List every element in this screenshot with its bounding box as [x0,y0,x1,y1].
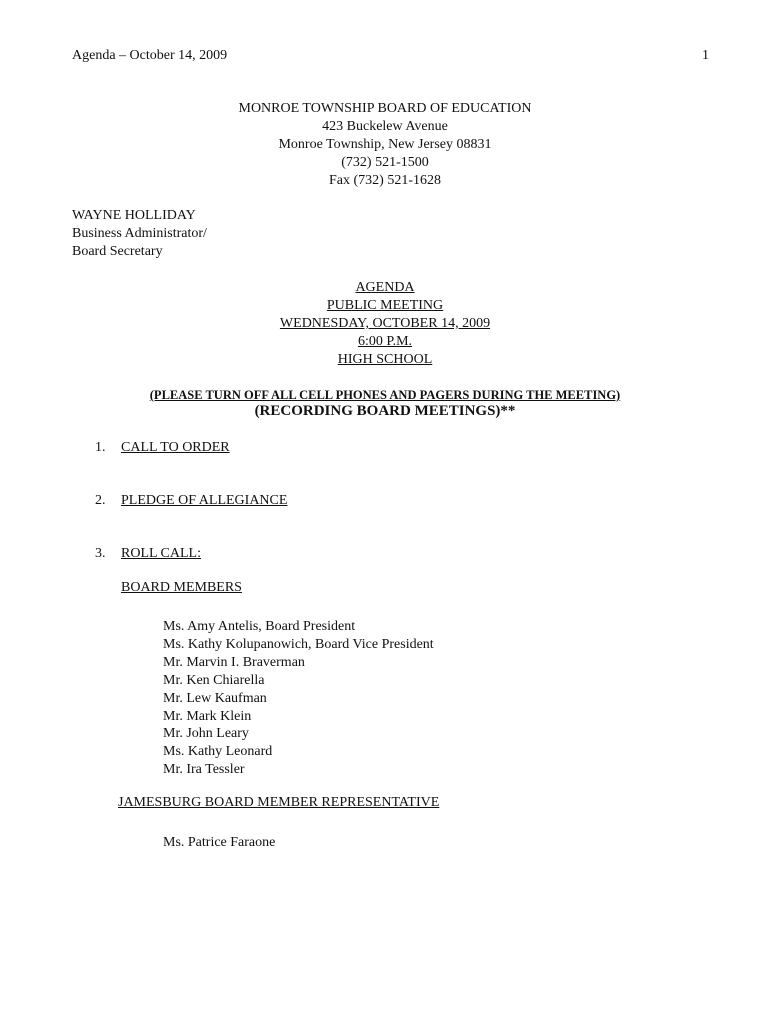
agenda-item-label: CALL TO ORDER [121,440,230,455]
list-item: Ms. Amy Antelis, Board President [163,619,356,634]
address-line-2: Monroe Township, New Jersey 08831 [278,137,492,152]
jamesburg-representative: Ms. Patrice Faraone [163,835,276,850]
phone-number: (732) 521-1500 [341,155,429,170]
meeting-location: HIGH SCHOOL [337,352,433,367]
address-line-1: 423 Buckelew Avenue [322,119,448,134]
header-date: Agenda – October 14, 2009 [72,48,228,63]
agenda-item-label: ROLL CALL: [121,546,201,561]
agenda-item-number: 1. [95,440,106,455]
agenda-item-number: 2. [95,493,106,508]
agenda-item-label: PLEDGE OF ALLEGIANCE [121,493,288,508]
list-item: Mr. Mark Klein [163,708,252,724]
jamesburg-heading: JAMESBURG BOARD MEMBER REPRESENTATIVE [118,795,440,810]
agenda-item-number: 3. [95,546,106,561]
board-members-heading: BOARD MEMBERS [121,580,242,595]
administrator-title-1: Business Administrator/ [72,226,207,241]
list-item: Mr. Marvin I. Braverman [163,654,305,670]
list-item: Mr. John Leary [163,726,249,742]
board-member-list [163,618,434,779]
meeting-time: 6:00 P.M. [357,334,413,349]
org-name: MONROE TOWNSHIP BOARD OF EDUCATION [238,101,532,116]
recording-notice: (RECORDING BOARD MEETINGS)** [254,403,516,419]
meeting-date: WEDNESDAY, OCTOBER 14, 2009 [279,316,491,331]
fax-number: Fax (732) 521-1628 [329,173,441,188]
list-item: Mr. Ira Tessler [163,762,245,778]
list-item: Ms. Kathy Leonard [163,744,273,760]
administrator-name: WAYNE HOLLIDAY [72,208,196,223]
list-item: Mr. Ken Chiarella [163,672,265,688]
page-number: 1 [702,48,709,63]
administrator-title-2: Board Secretary [72,244,163,259]
phones-notice: (PLEASE TURN OFF ALL CELL PHONES AND PAGERS DURING THE MEETING) [149,388,621,402]
list-item: Ms. Kathy Kolupanowich, Board Vice President [163,636,434,652]
list-item: Mr. Lew Kaufman [163,690,267,706]
meeting-type: PUBLIC MEETING [326,298,444,313]
meeting-agenda-title: AGENDA [355,280,415,295]
